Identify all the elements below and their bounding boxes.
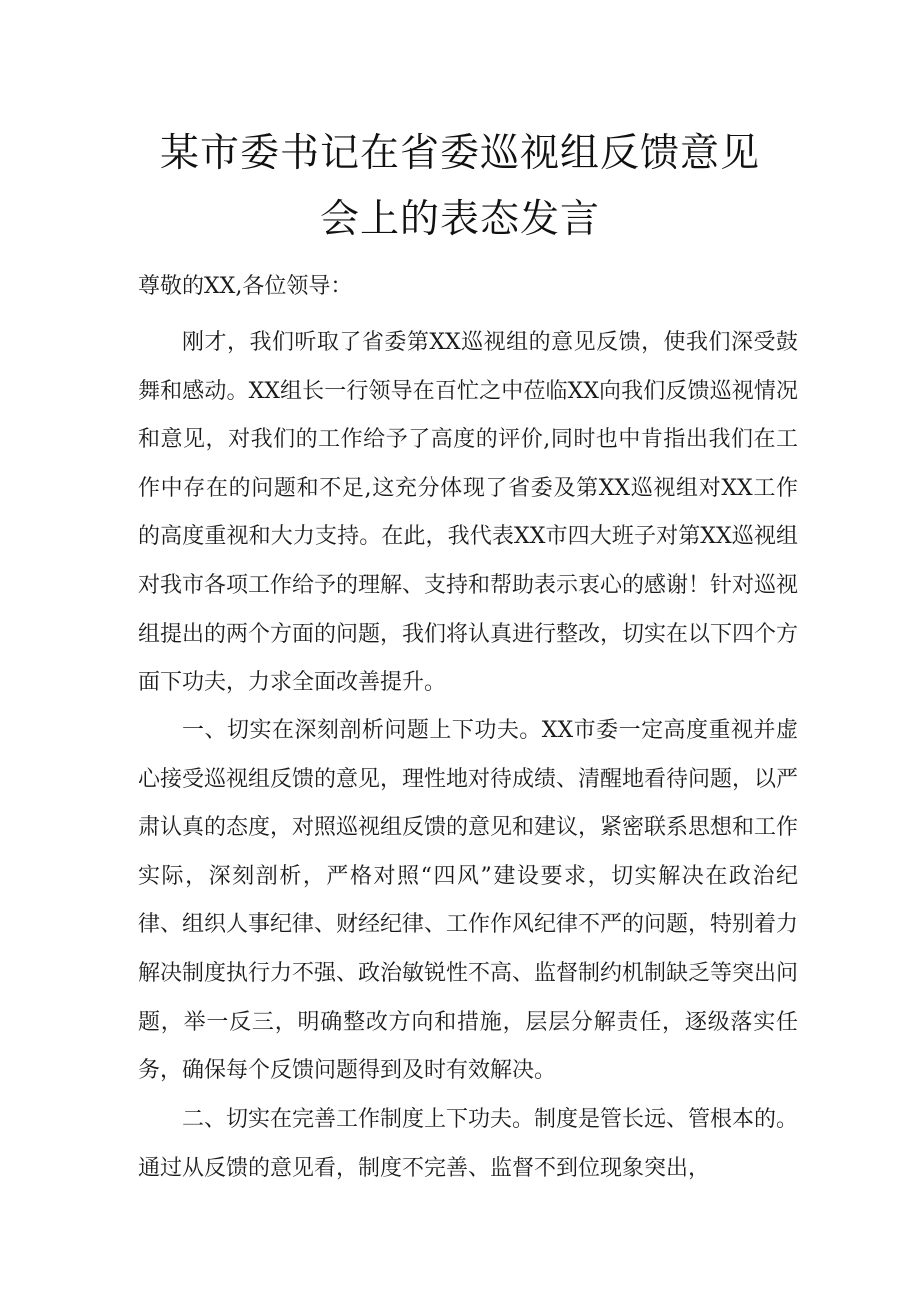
paragraph-intro: 刚才，我们听取了省委第XX巡视组的意见反馈，使我们深受鼓舞和感动。XX组长一行领导在百忙之中莅临XX向我们反馈巡视情况和意见，对我们的工作给予了高度的评价,同时也中肯指出我们在工作中存在的问题和不足,这充分体现了省委及第XX巡视组对XX工作的高度重视和大力支持。在此，我代表XX市四大班子对第XX巡视组对我市各项工作给予的理解、支持和帮助表示衷心的感谢！针对巡视组提出的两个方面的问题，我们将认真进行整改，切实在以下四个方面下功夫，力求全面改善提升。	[138, 330, 799, 696]
paragraph-point-one: 一、切实在深刻剖析问题上下功夫。XX市委一定高度重视并虚心接受巡视组反馈的意见，理性地对待成绩、清醒地看待问题，以严肃认真的态度，对照巡视组反馈的意见和建议，紧密联系思想和工作实际，深刻剖析，严格对照“四风”建设要求，切实解决在政治纪律、组织人事纪律、财经纪律、工作作风纪律不严的问题，特别着力解决制度执行力不强、政治敏锐性不高、监督制约机制缺乏等突出问题，举一反三，明确整改方向和措施，层层分解责任，逐级落实任务，确保每个反馈问题得到及时有效解决。	[138, 718, 799, 1084]
paragraph-point-two: 二、切实在完善工作制度上下功夫。制度是管长远、管根本的。通过从反馈的意见看，制度不完善、监督不到位现象突出，	[138, 1107, 799, 1181]
document-title-line-2: 会上的表态发言	[319, 197, 600, 242]
document-title-line-1: 某市委书记在省委巡视组反馈意见	[159, 131, 760, 176]
salutation: 尊敬的XX,各位领导：	[138, 274, 353, 299]
